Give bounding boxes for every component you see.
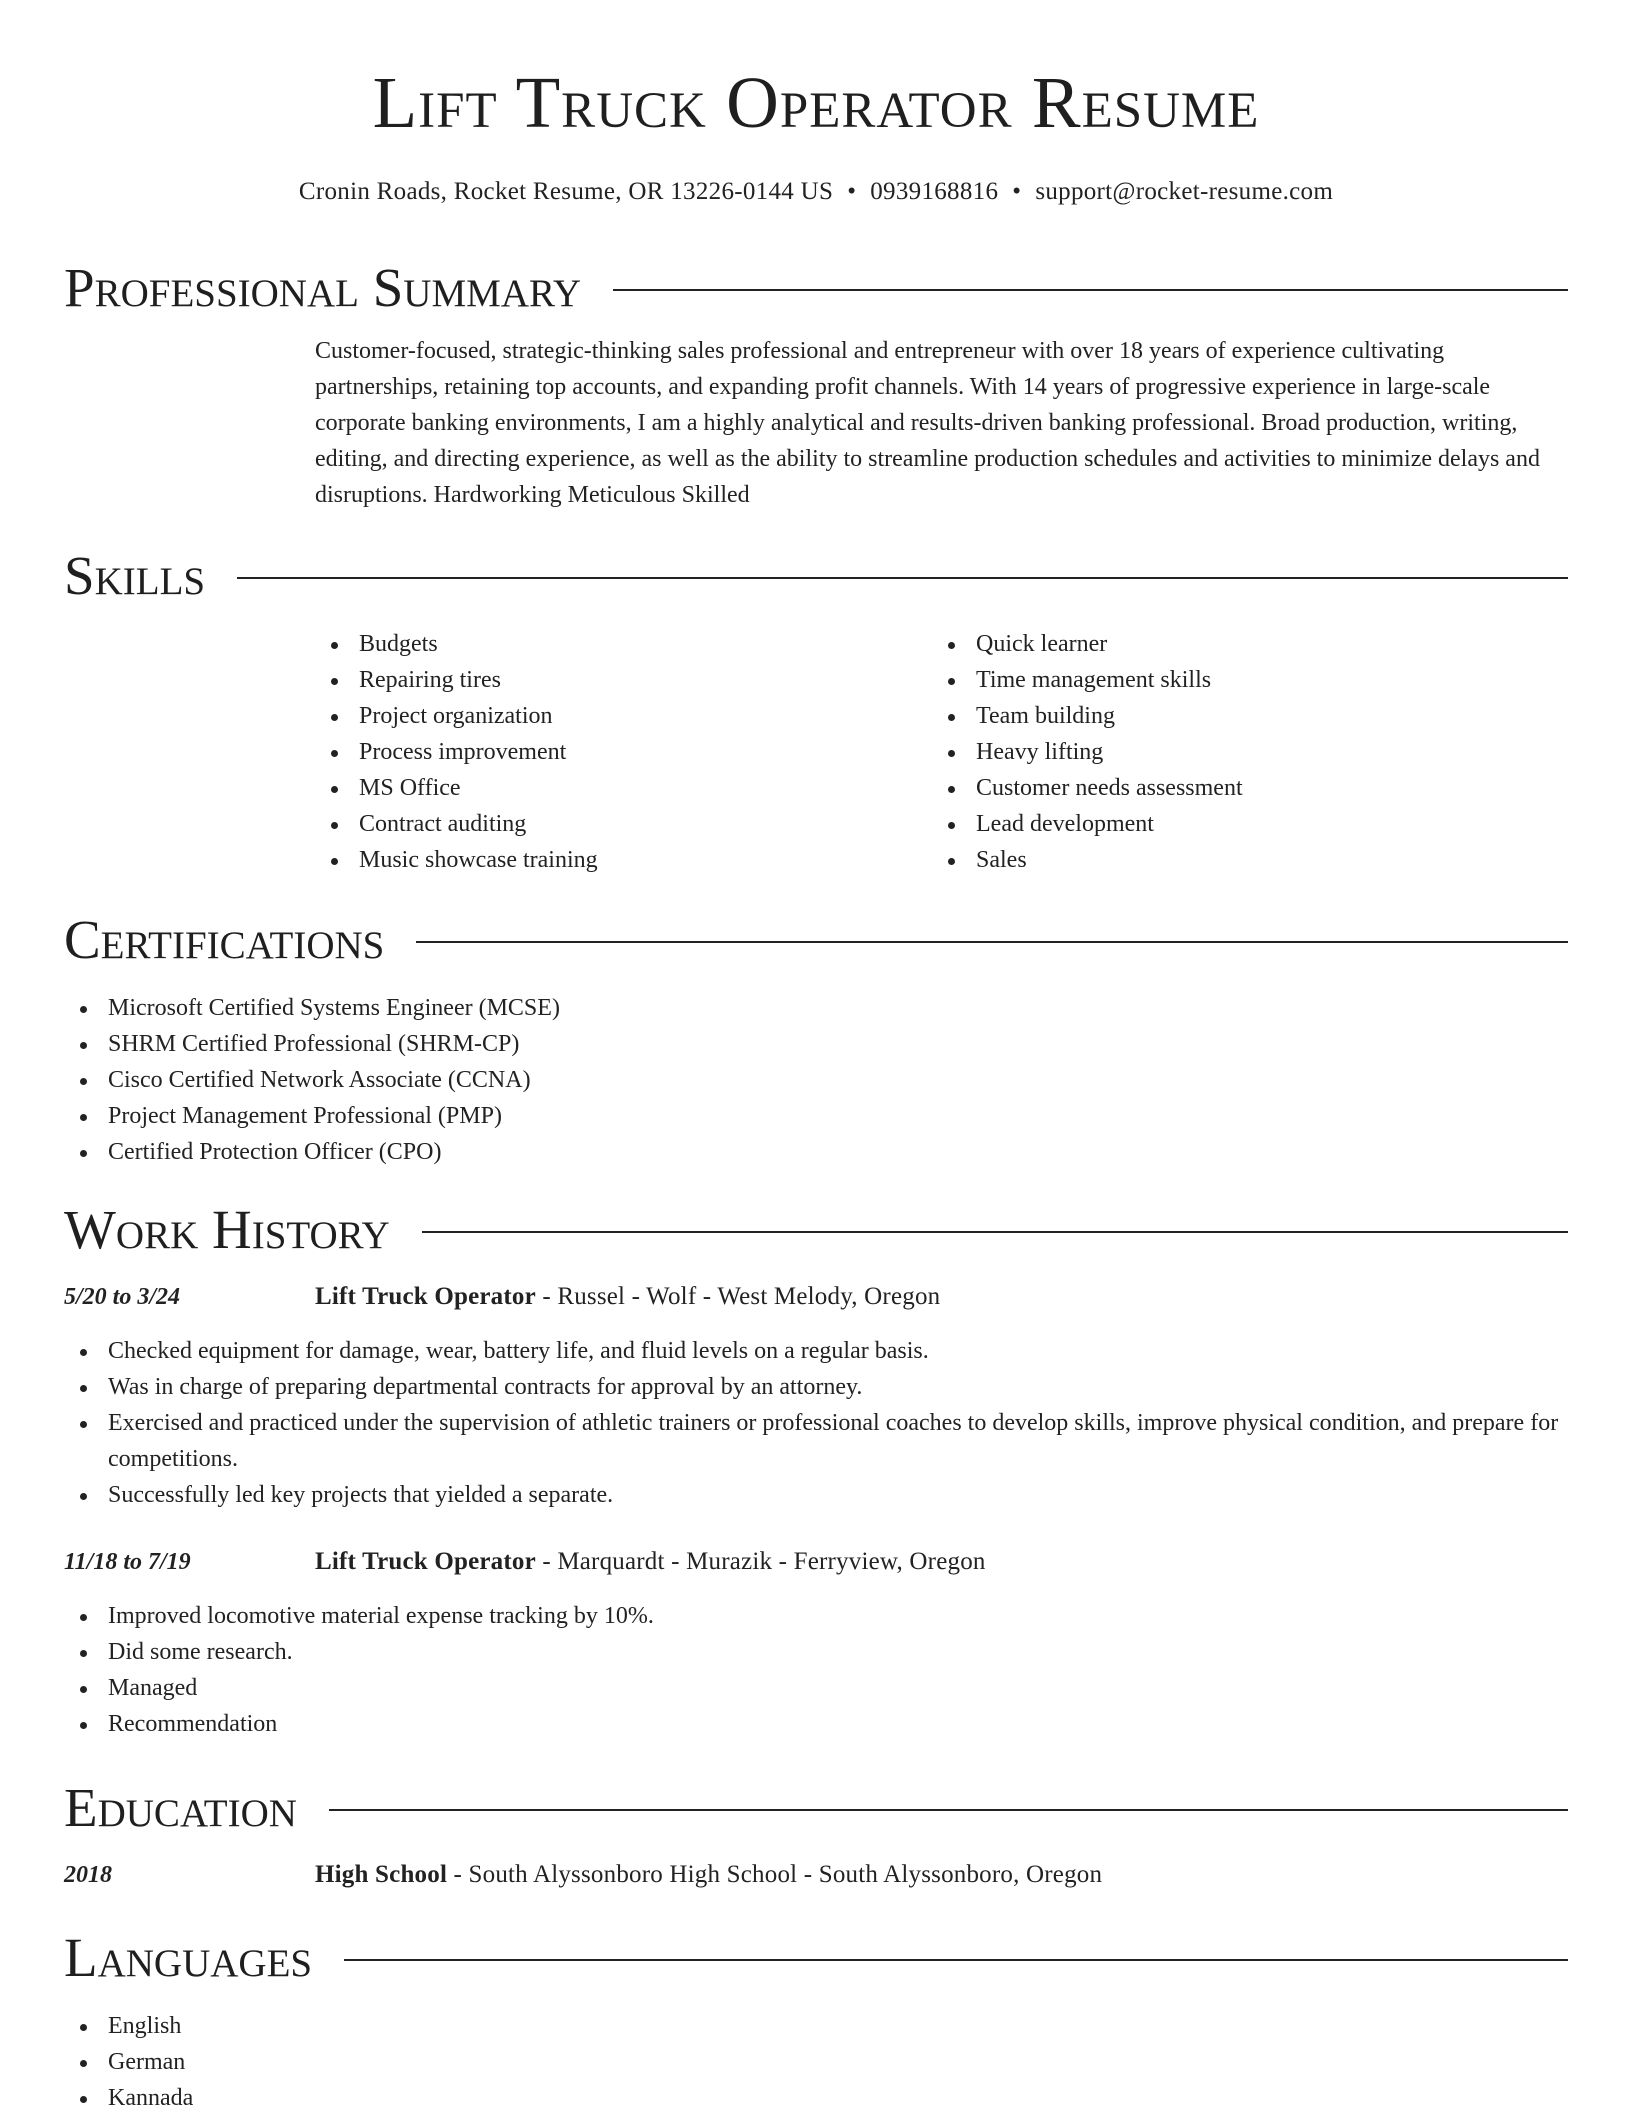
job-entry	[64, 1544, 1568, 1742]
list-item: Kannada	[64, 2080, 1568, 2116]
section-title-education: Education	[64, 1777, 297, 1838]
job-title: Lift Truck Operator	[315, 1283, 536, 1310]
list-item: Cisco Certified Network Associate (CCNA)	[64, 1062, 1568, 1098]
list-item: Did some research.	[64, 1634, 1568, 1670]
job-dates: 5/20 to 3/24	[64, 1284, 181, 1310]
skills-list-left	[315, 626, 932, 878]
list-item: Project Management Professional (PMP)	[64, 1098, 1568, 1134]
list-item: English	[64, 2008, 1568, 2044]
skills-columns	[315, 626, 1568, 878]
section-divider	[344, 1959, 1568, 1961]
education-entry	[64, 1857, 1568, 1893]
education-line	[315, 1857, 1102, 1893]
job-employer: - Russel - Wolf - West Melody, Oregon	[535, 1283, 941, 1310]
job-title-line	[315, 1544, 986, 1580]
contact-email[interactable]: support@rocket-resume.com	[1035, 178, 1334, 205]
contact-separator: •	[1012, 178, 1022, 205]
list-item: Exercised and practiced under the supervision of athletic trainers or professional coaches to develop skills, improve physical condition, and prepare for competitions.	[64, 1405, 1568, 1477]
list-item: SHRM Certified Professional (SHRM-CP)	[64, 1026, 1568, 1062]
section-header	[64, 904, 1568, 976]
certifications-section	[64, 904, 1568, 1170]
list-item: Managed	[64, 1670, 1568, 1706]
list-item: Sales	[932, 842, 1549, 878]
education-school: - South Alyssonboro High School - South Alyssonboro, Oregon	[447, 1861, 1103, 1888]
section-divider	[329, 1809, 1568, 1811]
section-divider	[422, 1231, 1568, 1233]
job-entry	[64, 1279, 1568, 1513]
job-duties-list	[64, 1333, 1568, 1513]
list-item: Checked equipment for damage, wear, battery life, and fluid levels on a regular basis.	[64, 1333, 1568, 1369]
section-header	[64, 1772, 1568, 1844]
skills-list-right	[932, 626, 1549, 878]
list-item: Team building	[932, 698, 1549, 734]
section-title-summary: Professional Summary	[64, 257, 582, 318]
list-item: Improved locomotive material expense tracking by 10%.	[64, 1598, 1568, 1634]
contact-line	[0, 172, 1632, 212]
list-item: Project organization	[315, 698, 932, 734]
section-title-work-history: Work History	[64, 1199, 390, 1260]
job-header	[64, 1544, 1568, 1580]
resume-title: Lift Truck Operator Resume	[372, 62, 1260, 143]
section-divider	[237, 577, 1568, 579]
list-item: German	[64, 2044, 1568, 2080]
list-item: MS Office	[315, 770, 932, 806]
contact-address: Cronin Roads, Rocket Resume, OR 13226-0144 US	[298, 178, 834, 205]
certifications-list	[64, 990, 1568, 1170]
list-item: Heavy lifting	[932, 734, 1549, 770]
list-item: Lead development	[932, 806, 1549, 842]
list-item: Was in charge of preparing departmental contracts for approval by an attorney.	[64, 1369, 1568, 1405]
section-divider	[416, 941, 1568, 943]
job-title-line	[315, 1279, 940, 1315]
list-item: Process improvement	[315, 734, 932, 770]
section-header	[64, 252, 1568, 324]
section-header	[64, 1194, 1568, 1266]
work-history-section	[64, 1194, 1568, 1742]
section-title-skills: Skills	[64, 545, 206, 606]
languages-section	[64, 1922, 1568, 2116]
list-item: Time management skills	[932, 662, 1549, 698]
job-header	[64, 1279, 1568, 1315]
list-item: Repairing tires	[315, 662, 932, 698]
list-item: Contract auditing	[315, 806, 932, 842]
summary-section	[64, 252, 1568, 513]
list-item: Microsoft Certified Systems Engineer (MCSE)	[64, 990, 1568, 1026]
section-divider	[613, 289, 1568, 291]
section-header	[64, 540, 1568, 612]
list-item: Recommendation	[64, 1706, 1568, 1742]
list-item: Music showcase training	[315, 842, 932, 878]
summary-text: Customer-focused, strategic-thinking sales professional and entrepreneur with over 18 years of experience cultivating partnerships, retaining top accounts, and expanding profit channels. With 14 years of progressive experience in large-scale corporate banking environments, I am a highly analytical and results-driven banking professional. Broad production, writing, editing, and directing experience, as well as the ability to streamline production schedules and activities to minimize delays and disruptions. Hardworking Meticulous Skilled	[315, 338, 1540, 508]
job-dates: 11/18 to 7/19	[64, 1549, 191, 1575]
list-item: Certified Protection Officer (CPO)	[64, 1134, 1568, 1170]
list-item: Successfully led key projects that yielded a separate.	[64, 1477, 1568, 1513]
section-title-languages: Languages	[64, 1927, 313, 1988]
list-item: Budgets	[315, 626, 932, 662]
languages-list	[64, 2008, 1568, 2116]
contact-phone: 0939168816	[870, 178, 999, 205]
contact-separator: •	[847, 178, 857, 205]
job-employer: - Marquardt - Murazik - Ferryview, Oregon	[535, 1548, 986, 1575]
section-header	[64, 1922, 1568, 1994]
education-section	[64, 1772, 1568, 1893]
list-item: Quick learner	[932, 626, 1549, 662]
section-title-certifications: Certifications	[64, 909, 385, 970]
education-year: 2018	[64, 1862, 112, 1888]
job-duties-list	[64, 1598, 1568, 1742]
skills-column-left	[315, 626, 932, 878]
skills-section	[64, 540, 1568, 878]
job-title: Lift Truck Operator	[315, 1548, 536, 1575]
list-item: Customer needs assessment	[932, 770, 1549, 806]
education-degree: High School	[315, 1861, 448, 1888]
skills-column-right	[932, 626, 1549, 878]
